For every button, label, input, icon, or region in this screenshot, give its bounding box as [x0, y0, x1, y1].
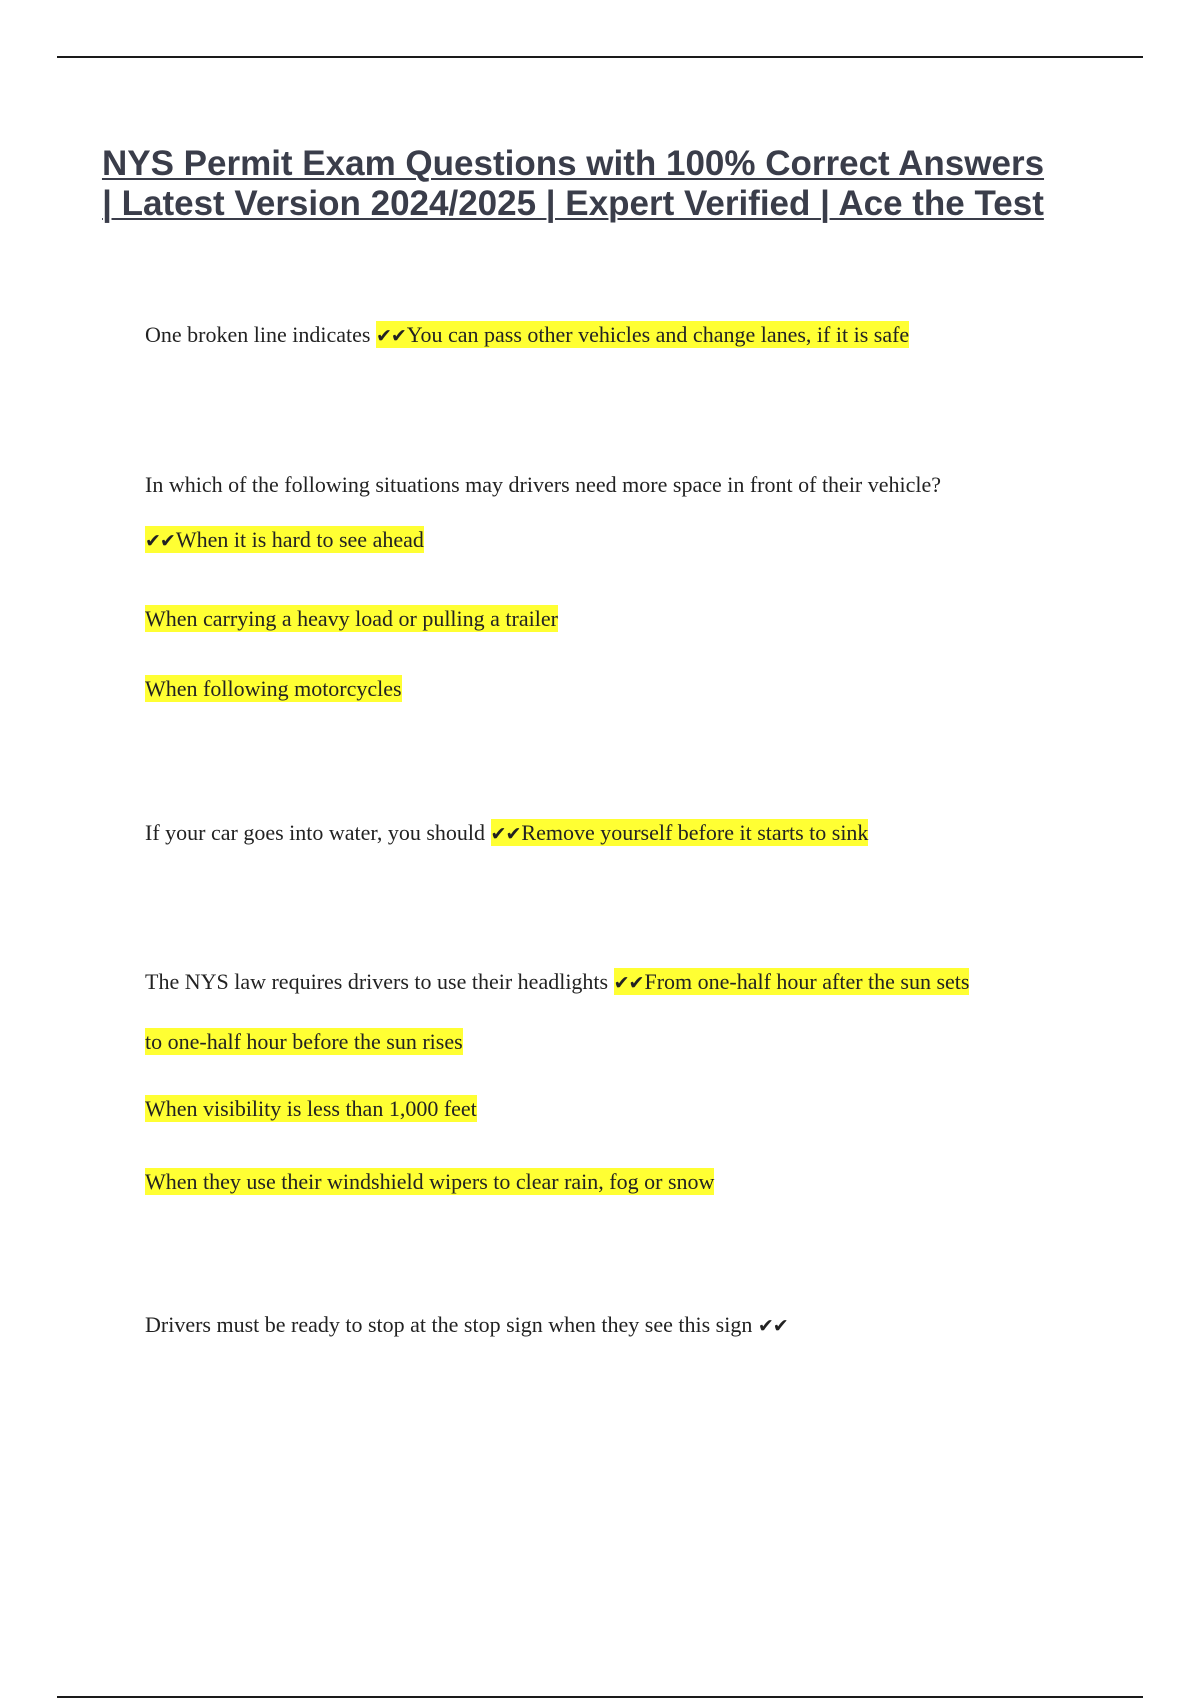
question-2-answer-2-text: When carrying a heavy load or pulling a trailer: [145, 606, 558, 631]
check-mark-icon: ✔✔: [490, 823, 521, 845]
document-title: NYS Permit Exam Questions with 100% Correct Answers | Latest Version 2024/2025 | Expert Verified | Ace the Test: [101, 144, 1045, 223]
question-4-answer-2: [145, 1094, 477, 1124]
question-1-text: One broken line indicates: [145, 322, 376, 347]
question-4-answer-3-text: When they use their windshield wipers to clear rain, fog or snow: [145, 1169, 715, 1194]
question-5-text: Drivers must be ready to stop at the stop sign when they see this sign: [145, 1312, 758, 1337]
bottom-rule: [57, 1696, 1143, 1698]
question-4-answer-1b-text: to one-half hour before the sun rises: [145, 1029, 463, 1054]
question-4-answer-1b: [145, 1027, 463, 1057]
question-2-text: In which of the following situations may drivers need more space in front of their vehicle?: [145, 472, 942, 497]
question-3-answer-text: Remove yourself before it starts to sink: [521, 820, 869, 845]
question-4-text: The NYS law requires drivers to use their headlights: [145, 969, 614, 994]
question-4-answer-2-text: When visibility is less than 1,000 feet: [145, 1096, 477, 1121]
question-3: [145, 818, 868, 849]
question-1-answer: [376, 321, 909, 348]
question-2-answer-1: [145, 525, 424, 556]
question-1: [145, 320, 909, 351]
question-2-answer-2: [145, 604, 558, 634]
question-5: [145, 1310, 789, 1341]
question-4: [145, 967, 969, 998]
check-mark-icon: ✔✔: [757, 1315, 788, 1337]
check-mark-icon: ✔✔: [613, 972, 644, 994]
check-mark-icon: ✔✔: [375, 325, 406, 347]
question-3-answer: [491, 819, 869, 846]
question-4-answer: [614, 968, 970, 995]
question-2-answer-1-text: When it is hard to see ahead: [175, 527, 424, 552]
question-4-answer-1a-text: From one-half hour after the sun sets: [644, 969, 970, 994]
question-4-answer-3: [145, 1167, 714, 1197]
top-rule: [57, 56, 1143, 58]
question-3-text: If your car goes into water, you should: [145, 820, 491, 845]
question-1-answer-text: You can pass other vehicles and change lanes, if it is safe: [406, 322, 910, 347]
check-mark-icon: ✔✔: [145, 530, 175, 552]
question-2-answer-3-text: When following motorcycles: [145, 676, 402, 701]
question-2-answer-3: [145, 674, 402, 704]
